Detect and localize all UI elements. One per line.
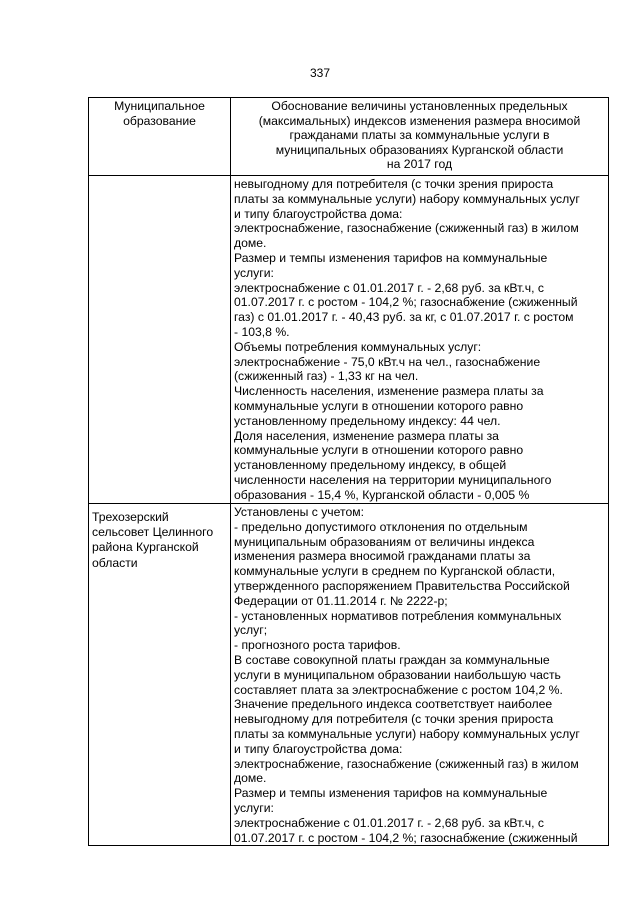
text-line: услуги: [234, 800, 274, 815]
text-line: невыгодному для потребителя (с точки зрения прироста [234, 177, 554, 191]
text-line: платы за коммунальные услуги) набору коммунальных услуг [234, 726, 580, 741]
table-row [89, 504, 609, 846]
text-line: 01.07.2017 г. с ростом - 104,2 %; газоснабжение (сжиженный [234, 830, 578, 845]
text-line: Значение предельного индекса соответствует наиболее [234, 697, 553, 712]
table-row [89, 176, 609, 504]
justification-text [231, 176, 608, 503]
text-line: доме. [234, 236, 267, 251]
justification-text [231, 504, 608, 845]
text-line: услуги в муниципальном образовании наибольшую часть [234, 667, 561, 682]
municipality-cell [89, 504, 231, 846]
municipality-name [89, 504, 230, 571]
text-line: (сжиженный газ) - 1,33 кг на чел. [234, 369, 419, 384]
text-line: электроснабжение - 75,0 кВт.ч на чел., газоснабжение [234, 354, 541, 369]
text-line: электроснабжение с 01.01.2017 г. - 2,68 руб. за кВт.ч, с [234, 815, 544, 830]
text-line: электроснабжение, газоснабжение (сжиженный газ) в жилом [234, 221, 579, 236]
header-municipality-cell [89, 98, 231, 176]
text-line: Доля населения, изменение размера платы за [234, 428, 499, 443]
text-line: Численность населения, изменение размера платы за [234, 384, 544, 399]
text-line: коммунальные услуги в отношении которого равно [234, 398, 524, 413]
text-line: установленному предельному индексу: 44 чел. [234, 413, 501, 428]
text-line: В составе совокупной платы граждан за коммунальные [234, 652, 550, 667]
text-line: Размер и темпы изменения тарифов на коммунальные [234, 786, 548, 801]
justification-cell [231, 504, 609, 846]
text-line: Установлены с учетом: [234, 505, 364, 519]
text-line: (максимальных) индексов изменения размера вносимой [258, 113, 581, 128]
text-line: муниципальным образованиям от величины индекса [234, 534, 535, 549]
text-line: Трехозерский [92, 510, 169, 524]
text-line: и типу благоустройства дома: [234, 741, 403, 756]
text-line: изменения размера вносимой гражданами платы за [234, 549, 531, 564]
text-line: коммунальные услуги в среднем по Курганской области, [234, 564, 556, 579]
text-line: образование [123, 113, 196, 128]
text-line: района Курганской [92, 540, 199, 555]
text-line: утвержденного распоряжением Правительства Российской [234, 578, 570, 593]
text-line: Федерации от 01.11.2014 г. № 2222-р; [234, 593, 448, 608]
text-line: платы за коммунальные услуги) набору коммунальных услуг [234, 191, 580, 206]
text-line: - предельно допустимого отклонения по отдельным [234, 519, 528, 534]
text-line: газ) с 01.01.2017 г. - 40,43 руб. за кг, с 01.07.2017 г. с ростом [234, 310, 574, 325]
text-line: - 103,8 %. [234, 324, 290, 339]
header-municipality-text [89, 98, 230, 128]
text-line: электроснабжение с 01.01.2017 г. - 2,68 руб. за кВт.ч, с [234, 280, 544, 295]
text-line: Размер и темпы изменения тарифов на коммунальные [234, 250, 548, 265]
text-line: - прогнозного роста тарифов. [234, 638, 401, 653]
text-line: составляет плата за электроснабжение с ростом 104,2 %. [234, 682, 563, 697]
text-line: Муниципальное [114, 99, 205, 113]
header-justification-cell [231, 98, 609, 176]
page-number: 337 [309, 66, 331, 80]
text-line: численности населения на территории муниципального [234, 472, 552, 487]
text-line: области [92, 555, 138, 570]
text-line: Объемы потребления коммунальных услуг: [234, 339, 482, 354]
justification-cell [231, 176, 609, 504]
tariff-justification-table [88, 97, 609, 846]
text-line: невыгодному для потребителя (с точки зрения прироста [234, 712, 554, 727]
text-line: - установленных нормативов потребления коммунальных [234, 608, 562, 623]
municipality-cell [89, 176, 231, 504]
text-line: гражданами платы за коммунальные услуги в [289, 128, 550, 143]
municipality-name [89, 176, 230, 182]
text-line: на 2017 год [386, 157, 453, 172]
text-line: электроснабжение, газоснабжение (сжиженный газ) в жилом [234, 756, 579, 771]
text-line: сельсовет Целинного [92, 525, 214, 540]
text-line: образования - 15,4 %, Курганской области - 0,005 % [234, 487, 530, 502]
text-line: услуги: [234, 265, 274, 280]
table-header-row [89, 98, 609, 176]
text-line: муниципальных образованиях Курганской области [275, 142, 564, 157]
text-line: и типу благоустройства дома: [234, 206, 403, 221]
text-line: доме. [234, 771, 267, 786]
header-justification-text [231, 98, 608, 172]
text-line: коммунальные услуги в отношении которого равно [234, 443, 524, 458]
text-line: услуг; [234, 623, 268, 638]
text-line: установленному предельному индексу, в общей [234, 458, 507, 473]
text-line: Обоснование величины установленных предельных [271, 99, 568, 113]
text-line: 01.07.2017 г. с ростом - 104,2 %; газоснабжение (сжиженный [234, 295, 578, 310]
